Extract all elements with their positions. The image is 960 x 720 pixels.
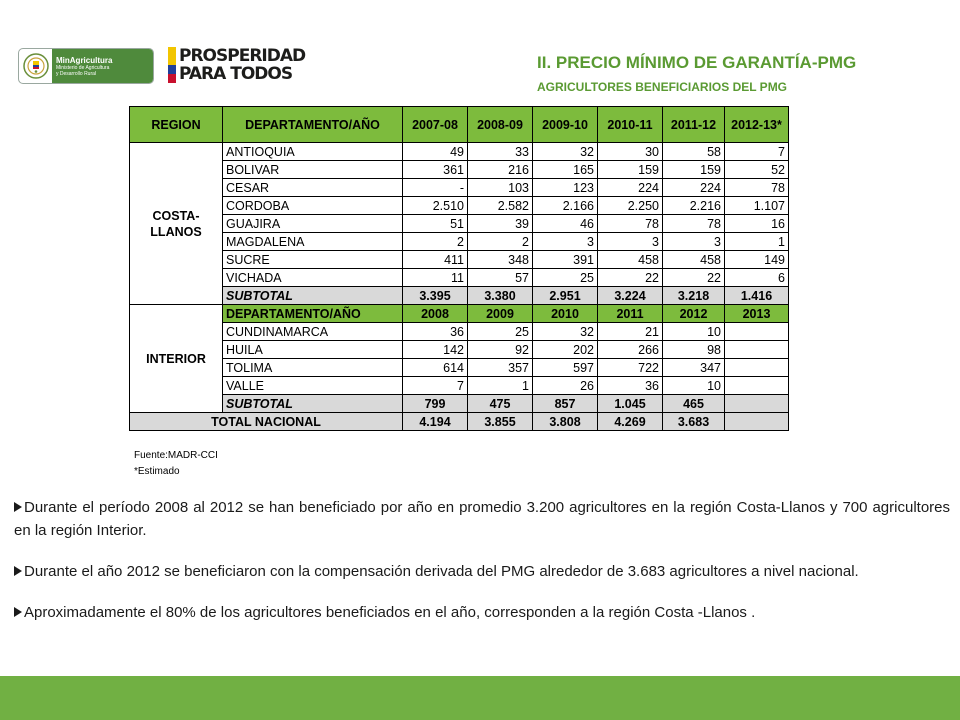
estimate-note: *Estimado: [134, 466, 180, 477]
value-cell: 348: [468, 251, 533, 269]
value-cell: 3: [533, 233, 598, 251]
table-row: [130, 251, 789, 269]
header-cell: 2013: [725, 305, 789, 323]
total-value: 4.194: [403, 413, 468, 431]
subtotal-value: 857: [533, 395, 598, 413]
header-cell: REGION: [130, 107, 223, 143]
total-value: [725, 413, 789, 431]
value-cell: 78: [663, 215, 725, 233]
value-cell: 1: [468, 377, 533, 395]
subtotal-value: 3.380: [468, 287, 533, 305]
value-cell: 3: [598, 233, 663, 251]
value-cell: 98: [663, 341, 725, 359]
value-cell: 32: [533, 143, 598, 161]
header-cell: 2008-09: [468, 107, 533, 143]
logo-min-title: MinAgricultura: [56, 55, 113, 65]
total-label: TOTAL NACIONAL: [130, 413, 403, 431]
value-cell: 361: [403, 161, 468, 179]
colombia-seal-icon: [23, 53, 49, 79]
bullet-list: [14, 496, 950, 642]
prosperidad-logo: [168, 44, 308, 86]
value-cell: 2.510: [403, 197, 468, 215]
department-cell: BOLIVAR: [223, 161, 403, 179]
logo-pros-line1: PROSPERIDAD: [179, 46, 306, 66]
table-row: [130, 179, 789, 197]
value-cell: 22: [663, 269, 725, 287]
value-cell: 159: [663, 161, 725, 179]
value-cell: 7: [725, 143, 789, 161]
header-cell: 2011: [598, 305, 663, 323]
region-label: LLANOS: [150, 224, 202, 239]
subtotal-value: 2.951: [533, 287, 598, 305]
value-cell: -: [403, 179, 468, 197]
value-cell: 159: [598, 161, 663, 179]
table-header-row: [130, 107, 789, 143]
value-cell: 597: [533, 359, 598, 377]
subtotal-row: [130, 395, 789, 413]
logo-min-line2: Ministerio de Agricultura: [56, 64, 110, 71]
header-cell: 2007-08: [403, 107, 468, 143]
region-label: COSTA-: [152, 208, 200, 223]
interior-header-row: [130, 305, 789, 323]
value-cell: 33: [468, 143, 533, 161]
department-cell: GUAJIRA: [223, 215, 403, 233]
bullet-item: [14, 601, 950, 624]
value-cell: 21: [598, 323, 663, 341]
header-cell: DEPARTAMENTO/AÑO: [223, 107, 403, 143]
value-cell: 2: [403, 233, 468, 251]
region-costa-llanos: [130, 143, 223, 305]
table-row: [130, 215, 789, 233]
table-row: [130, 269, 789, 287]
value-cell: 36: [403, 323, 468, 341]
header-cell: DEPARTAMENTO/AÑO: [223, 305, 403, 323]
value-cell: 11: [403, 269, 468, 287]
header-cell: 2012: [663, 305, 725, 323]
department-cell: MAGDALENA: [223, 233, 403, 251]
bullet-item: [14, 560, 950, 583]
arrow-bullet-icon: [14, 502, 22, 512]
value-cell: 391: [533, 251, 598, 269]
header-cell: 2009-10: [533, 107, 598, 143]
value-cell: 7: [403, 377, 468, 395]
value-cell: 216: [468, 161, 533, 179]
table-row: [130, 323, 789, 341]
department-cell: CORDOBA: [223, 197, 403, 215]
value-cell: 2.166: [533, 197, 598, 215]
value-cell: 458: [663, 251, 725, 269]
header-cell: 2008: [403, 305, 468, 323]
value-cell: 103: [468, 179, 533, 197]
value-cell: 32: [533, 323, 598, 341]
value-cell: 411: [403, 251, 468, 269]
bullet-text: Aproximadamente el 80% de los agricultores beneficiados en el año, corresponden a la región Costa -Llanos .: [24, 604, 756, 621]
value-cell: 142: [403, 341, 468, 359]
table-row: [130, 197, 789, 215]
value-cell: [725, 341, 789, 359]
value-cell: 2.582: [468, 197, 533, 215]
subtotal-row: [130, 287, 789, 305]
total-value: 3.855: [468, 413, 533, 431]
minagricultura-logo: [18, 48, 154, 84]
value-cell: 30: [598, 143, 663, 161]
value-cell: 22: [598, 269, 663, 287]
value-cell: 347: [663, 359, 725, 377]
value-cell: 25: [533, 269, 598, 287]
colombia-flag-icon: [168, 47, 176, 83]
value-cell: 722: [598, 359, 663, 377]
value-cell: 165: [533, 161, 598, 179]
value-cell: [725, 323, 789, 341]
value-cell: 266: [598, 341, 663, 359]
value-cell: [725, 359, 789, 377]
value-cell: 16: [725, 215, 789, 233]
value-cell: 3: [663, 233, 725, 251]
header-cell: 2011-12: [663, 107, 725, 143]
table-row: [130, 359, 789, 377]
value-cell: 357: [468, 359, 533, 377]
department-cell: SUCRE: [223, 251, 403, 269]
logo-pros-line2: PARA TODOS: [179, 64, 293, 84]
table-row: [130, 341, 789, 359]
table-row: [130, 161, 789, 179]
header-cell: 2010: [533, 305, 598, 323]
subtotal-value: 3.218: [663, 287, 725, 305]
subtotal-label: SUBTOTAL: [223, 395, 403, 413]
value-cell: 149: [725, 251, 789, 269]
value-cell: 224: [663, 179, 725, 197]
value-cell: 25: [468, 323, 533, 341]
header-cell: 2010-11: [598, 107, 663, 143]
total-value: 4.269: [598, 413, 663, 431]
subtotal-value: 3.224: [598, 287, 663, 305]
region-interior: INTERIOR: [130, 305, 223, 413]
value-cell: 123: [533, 179, 598, 197]
value-cell: 1.107: [725, 197, 789, 215]
value-cell: 458: [598, 251, 663, 269]
value-cell: [725, 377, 789, 395]
value-cell: 26: [533, 377, 598, 395]
value-cell: 36: [598, 377, 663, 395]
value-cell: 614: [403, 359, 468, 377]
department-cell: VICHADA: [223, 269, 403, 287]
total-row: [130, 413, 789, 431]
subtotal-value: 475: [468, 395, 533, 413]
beneficiarios-table: [129, 106, 789, 431]
department-cell: HUILA: [223, 341, 403, 359]
arrow-bullet-icon: [14, 566, 22, 576]
subtotal-value: 465: [663, 395, 725, 413]
subtotal-value: 1.416: [725, 287, 789, 305]
value-cell: 46: [533, 215, 598, 233]
value-cell: 2: [468, 233, 533, 251]
value-cell: 10: [663, 323, 725, 341]
value-cell: 2.216: [663, 197, 725, 215]
arrow-bullet-icon: [14, 607, 22, 617]
department-cell: CESAR: [223, 179, 403, 197]
department-cell: TOLIMA: [223, 359, 403, 377]
value-cell: 92: [468, 341, 533, 359]
subtotal-value: 799: [403, 395, 468, 413]
footer-bar: [0, 676, 960, 720]
value-cell: 51: [403, 215, 468, 233]
bullet-item: [14, 496, 950, 542]
subtotal-value: [725, 395, 789, 413]
department-cell: CUNDINAMARCA: [223, 323, 403, 341]
value-cell: 6: [725, 269, 789, 287]
value-cell: 57: [468, 269, 533, 287]
value-cell: 78: [725, 179, 789, 197]
subtotal-value: 1.045: [598, 395, 663, 413]
header-cell: 2012-13*: [725, 107, 789, 143]
source-note: Fuente:MADR-CCI: [134, 450, 218, 461]
department-cell: VALLE: [223, 377, 403, 395]
value-cell: 2.250: [598, 197, 663, 215]
department-cell: ANTIOQUIA: [223, 143, 403, 161]
table-row: [130, 377, 789, 395]
value-cell: 49: [403, 143, 468, 161]
total-value: 3.808: [533, 413, 598, 431]
subtotal-value: 3.395: [403, 287, 468, 305]
value-cell: 202: [533, 341, 598, 359]
value-cell: 78: [598, 215, 663, 233]
value-cell: 1: [725, 233, 789, 251]
value-cell: 10: [663, 377, 725, 395]
value-cell: 52: [725, 161, 789, 179]
logo-min-line3: y Desarrollo Rural: [56, 70, 97, 77]
value-cell: 224: [598, 179, 663, 197]
header-cell: 2009: [468, 305, 533, 323]
bullet-text: Durante el año 2012 se beneficiaron con la compensación derivada del PMG alrededor de 3.683 agricultores a nivel nacional.: [24, 563, 859, 580]
page-subtitle: AGRICULTORES BENEFICIARIOS DEL PMG: [537, 80, 788, 94]
table-row: [130, 233, 789, 251]
bullet-text: Durante el período 2008 al 2012 se han beneficiado por año en promedio 3.200 agricultores en la región Costa-Llanos y 700 agricultores en la región Interior.: [14, 499, 950, 539]
value-cell: 39: [468, 215, 533, 233]
value-cell: 58: [663, 143, 725, 161]
table-row: [130, 143, 789, 161]
total-value: 3.683: [663, 413, 725, 431]
subtotal-label: SUBTOTAL: [223, 287, 403, 305]
page-title: II. PRECIO MÍNIMO DE GARANTÍA-PMG: [537, 53, 857, 72]
